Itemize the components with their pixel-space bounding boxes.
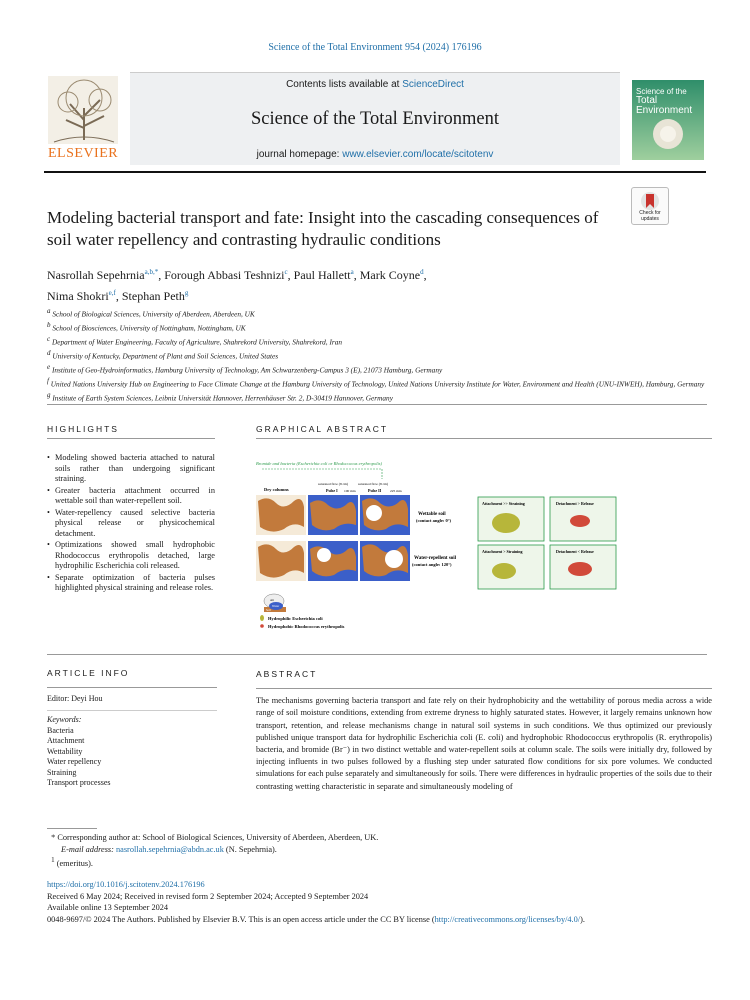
ga-drop-water: Water: [272, 604, 280, 608]
ga-dry-columns: Dry columns: [264, 487, 289, 492]
keyword-item[interactable]: Wettability: [47, 746, 83, 756]
article-info-heading: ARTICLE INFO: [47, 668, 130, 678]
author-affiliation-marker[interactable]: a: [350, 268, 354, 276]
editor-line: Editor: Deyi Hou: [47, 693, 103, 703]
author-affiliation-marker[interactable]: d: [420, 268, 424, 276]
footnotes: [47, 832, 707, 870]
article-title: Modeling bacterial transport and fate: Insight into the cascading consequences of soil water repellency and contrasting hydraulic conditions: [47, 208, 599, 249]
highlights-heading: HIGHLIGHTS: [47, 424, 119, 434]
available-online: Available online 13 September 2024: [47, 903, 169, 913]
license-suffix: ).: [580, 915, 585, 925]
highlight-item: • Greater bacteria attachment occurred in wettable soil than water-repellent soil.: [55, 486, 215, 507]
author-affiliation-marker[interactable]: e,f: [108, 289, 116, 297]
homepage-prefix: journal homepage:: [256, 149, 343, 160]
affiliation-text: United Nations University Hub on Engineering to Face Climate Change at the Hamburg University of Technology, United Nations University Institute for Water, Environment and Health (UNU-INWEH), Hamburg, Germany: [50, 379, 705, 389]
email-label: E-mail address:: [61, 844, 116, 854]
author[interactable]: [294, 268, 354, 282]
author[interactable]: [122, 289, 189, 303]
cover-title: [636, 88, 704, 116]
author-list: Nasrollah Sepehrnia$^{a,b,*}$, Forough Abbasi Teshnizi$^c$, Paul Hallett$^a$, Mark Coyne$^d$, Nima Shokri$^{e,f}$, Stephan Peth$^g$: [47, 268, 427, 303]
affiliation-marker: c: [47, 334, 51, 343]
ga-box1-label: Attachment >> Straining: [482, 501, 525, 506]
highlight-item: • Optimizations showed small hydrophobic Rhodococcus erythropolis detached, large hydrophilic Escherichia coli released.: [55, 540, 215, 572]
author-name: Nima Shokri: [47, 289, 109, 303]
ga-time1: 100 min: [344, 489, 356, 493]
ga-repellent-label: Water-repellent soil: [414, 556, 457, 561]
ga-legend-rhodo-marker: [260, 624, 264, 628]
abstract-heading: ABSTRACT: [256, 669, 318, 679]
footnote-email: [47, 844, 707, 856]
abstract-text: The mechanisms governing bacteria transport and fate rely on their hydrophobicity and the wettability of porous media across a wide range of soil moisture conditions, extending from extreme dryness to highly saturated states. However, it largely remains unknown how transport, retention, and release mechanisms change in natural soil systems in such conditions. We thus optimized our previously published unique transport data for hydrophilic Escherichia coli (E. coli) and hydrophobic Rhodococcus erythropolis (R. erythropolis) bacteria, and bromide (Br⁻) in two distinct wettable and water-repellent soils at column scale. The soils were initially dry, followed by injecting influents in two pulses followed by a flushing step under saturated flow conditions for six pore volumes. We conducted simulations for each pulse separately and simultaneously for soils. There were differences in hydraulic properties of the soils due to their contrasting wetting characteristic in separate and simultaneously modeling of: [256, 696, 712, 791]
cover-title-line2: Total Environment: [636, 95, 693, 116]
contents-line: [130, 79, 620, 90]
license-prefix: 0048-9697/© 2024 The Authors. Published by Elsevier B.V. This is an open access article under the CC BY license (: [47, 915, 435, 925]
keyword-item[interactable]: Straining: [47, 767, 77, 777]
ga-box4-label: Detachment < Release: [556, 549, 594, 554]
ga-drop-air: Air: [270, 598, 274, 602]
ga-drop-soil: Soil: [266, 608, 271, 612]
author-name: Mark Coyne: [359, 268, 421, 282]
ga-pulse2: Pulse II: [368, 488, 382, 493]
ga-bromide-label: Bromide and bacteria (Escherichia coli or Rhodococcus erythropolis): [256, 461, 383, 466]
journal-cover-thumbnail[interactable]: [632, 80, 704, 160]
journal-banner: [130, 72, 620, 165]
cover-image: [648, 114, 688, 154]
ga-saturated-flow-1: saturated flow (8 cm): [318, 482, 349, 486]
ga-repellent-angle: (contact angle: 120°): [412, 562, 452, 567]
keyword-item[interactable]: Transport processes: [47, 778, 111, 787]
ga-contact-angle-drop: [264, 594, 286, 612]
affiliation-text: Institute of Geo-Hydroinformatics, Hamburg University of Technology, Am Schwarzenberg-Campus 3 (E), 21073 Hamburg, Germany: [51, 365, 443, 375]
affiliation: [47, 320, 707, 334]
affiliation: [47, 334, 707, 348]
graphical-abstract-rule: [256, 438, 712, 439]
affiliation-text: School of Biological Sciences, University of Aberdeen, Aberdeen, UK: [52, 309, 255, 319]
emeritus-text: (emeritus).: [56, 859, 93, 869]
email-link[interactable]: nasrollah.sepehrnia@abdn.ac.uk: [116, 844, 224, 854]
highlights-list: [47, 443, 215, 595]
graphical-abstract-heading: GRAPHICAL ABSTRACT: [256, 424, 389, 434]
affiliation: [47, 362, 707, 376]
affiliation: [47, 390, 707, 404]
ga-box3-label: Attachment > Straining: [482, 549, 523, 554]
author-affiliation-marker[interactable]: c: [284, 268, 288, 276]
ga-legend-ecoli: Hydrophilic Escherichia coli: [268, 616, 323, 621]
affiliation: [47, 306, 707, 320]
affiliation: [47, 348, 707, 362]
author-name: Nasrollah Sepehrnia: [47, 268, 145, 282]
ga-saturated-flow-2: saturated flow (8 cm): [358, 482, 389, 486]
author[interactable]: [47, 289, 116, 303]
sciencedirect-link[interactable]: ScienceDirect: [402, 79, 464, 90]
ga-box2-label: Detachment > Release: [556, 501, 594, 506]
ga-time2: 225 min: [390, 489, 402, 493]
keyword-item[interactable]: Attachment: [47, 736, 85, 745]
highlights-rule: [47, 438, 215, 439]
keywords-label: Keywords:: [47, 715, 82, 724]
ga-legend-ecoli-marker: [260, 615, 264, 621]
corresponding-text: Corresponding author at: School of Biological Sciences, University of Aberdeen, Aberdeen, UK.: [57, 833, 379, 842]
ga-wettable-angle: (contact angle: 0°): [416, 518, 452, 523]
article-info: [47, 668, 217, 789]
keywords-rule: [47, 710, 217, 711]
section-rule: [47, 654, 707, 655]
publication-info: [47, 879, 727, 926]
ga-mechanism-boxes: [478, 497, 616, 589]
affiliation-text: University of Kentucky, Department of Plant and Soil Sciences, United States: [52, 351, 279, 361]
ga-soil-panels: [256, 495, 410, 581]
cover-title-line1: Science of the: [636, 87, 687, 96]
footnote-emeritus: $^1$ (emeritus).: [51, 856, 93, 869]
doi-link[interactable]: https://doi.org/10.1016/j.scitotenv.2024.176196: [47, 880, 205, 889]
author-affiliation-marker[interactable]: a,b,*: [144, 268, 159, 276]
author[interactable]: [47, 268, 158, 282]
ga-injection-line: [262, 469, 382, 479]
affiliation-marker: f: [47, 376, 49, 385]
journal-header: [44, 66, 706, 166]
footnote-rule: [47, 828, 97, 829]
ga-pulse1: Pulse I: [326, 488, 338, 493]
affiliation-marker: d: [47, 348, 51, 357]
contents-prefix: Contents lists available at: [286, 79, 403, 90]
email-suffix: (N. Sepehrnia).: [223, 844, 277, 854]
affiliation-text: Department of Water Engineering, Faculty of Agriculture, Shahrekord University, Shahrekord, Iran: [51, 337, 343, 347]
header-rule: [44, 171, 706, 173]
highlight-item: • Water-repellency caused selective bacteria physical release or physicochemical detachment.: [55, 508, 215, 540]
affiliation-marker: a: [47, 307, 51, 315]
keyword-item[interactable]: Bacteria: [47, 725, 74, 735]
author[interactable]: [164, 268, 287, 282]
highlight-item: • Modeling showed bacteria attached to natural soils rather than undergoing significant straining.: [55, 453, 215, 485]
article-info-rule: [47, 687, 217, 688]
homepage-line: [130, 149, 620, 160]
author-name: Stephan Peth: [121, 289, 185, 303]
author[interactable]: [360, 268, 424, 282]
homepage-link[interactable]: www.elsevier.com/locate/scitotenv: [342, 149, 494, 160]
footnote-corresponding: * Corresponding author at: School of Biological Sciences, University of Aberdeen, Aberdeen, UK.: [47, 833, 379, 842]
affiliation-text: Institute of Earth System Sciences, Leibniz Universität Hannover, Herrenhäuser Str. 2, D-30419 Hannover, Germany: [52, 392, 393, 402]
graphical-abstract-figure[interactable]: [254, 455, 712, 635]
author-name: Forough Abbasi Teshnizi: [164, 268, 285, 282]
author-affiliation-marker[interactable]: g: [184, 289, 189, 297]
keyword-item[interactable]: Water repellency: [47, 757, 102, 766]
journal-citation[interactable]: Science of the Total Environment 954 (2024) 176196: [268, 42, 482, 53]
check-for-updates-button[interactable]: [631, 187, 669, 225]
journal-title: Science of the Total Environment: [250, 109, 500, 129]
author-name: Paul Hallett: [293, 268, 351, 282]
license-line: [47, 914, 727, 926]
section-rule: [47, 404, 707, 405]
ga-legend-rhodo: Hydrophobic Rhodococcus erythropolis: [268, 624, 345, 629]
affiliation-list: [47, 306, 707, 403]
affiliation-marker: g: [47, 390, 51, 399]
abstract: [256, 668, 712, 793]
abstract-rule: [256, 688, 712, 689]
ga-wettable-label: Wettable soil: [418, 512, 446, 517]
affiliation-text: School of Biosciences, University of Nottingham, Nottingham, UK: [52, 323, 246, 333]
check-updates-label: Check for updates: [639, 210, 661, 222]
highlight-item: • Separate optimization of bacteria pulses highlighted physical straining and release roles.: [55, 573, 215, 594]
affiliation: [47, 376, 707, 390]
received-dates: Received 6 May 2024; Received in revised form 2 September 2024; Accepted 9 September 2024: [47, 891, 369, 901]
affiliation-marker: b: [47, 320, 51, 329]
license-link[interactable]: http://creativecommons.org/licenses/by/4.0/: [434, 915, 581, 925]
publisher-wordmark: ELSEVIER: [48, 146, 119, 161]
affiliation-marker: e: [47, 362, 51, 371]
